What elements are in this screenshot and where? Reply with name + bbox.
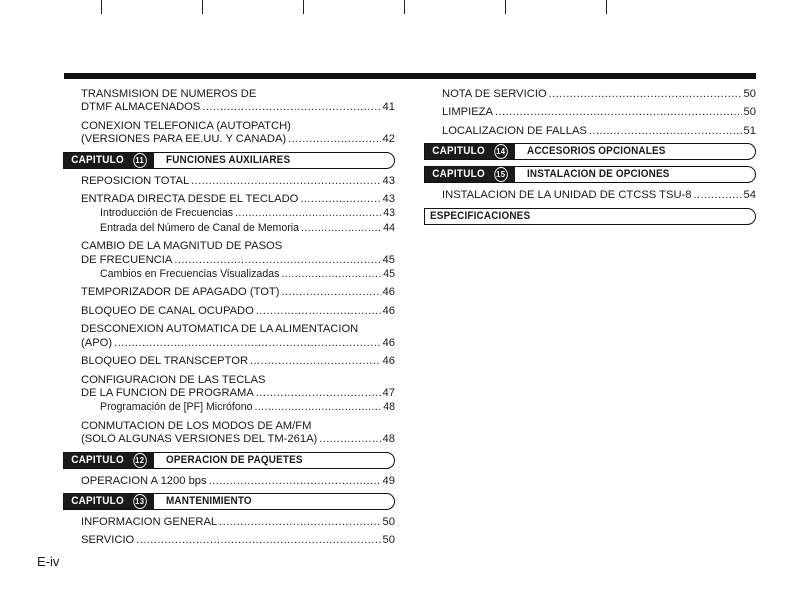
section-header[interactable] bbox=[424, 208, 756, 225]
page-ref: 49 bbox=[382, 474, 395, 487]
page-number: E-iv bbox=[37, 554, 60, 569]
toc-left-column bbox=[63, 88, 395, 553]
chapter-header[interactable] bbox=[63, 152, 395, 169]
page-ref: 47 bbox=[382, 386, 395, 399]
toc-subentry[interactable] bbox=[63, 207, 395, 220]
header-rule bbox=[64, 73, 756, 79]
dot-leader bbox=[549, 88, 742, 101]
entry-title: (VERSIONES PARA EE.UU. Y CANADA) bbox=[81, 133, 287, 146]
page-ref: 48 bbox=[382, 433, 395, 446]
toc-subentry[interactable] bbox=[63, 222, 395, 235]
entry-title: Entrada del Número de Canal de Memoria bbox=[100, 221, 300, 234]
entry-title: REPOSICION TOTAL bbox=[81, 174, 190, 187]
dot-leader bbox=[235, 207, 381, 220]
toc-entry[interactable] bbox=[424, 189, 756, 202]
dot-leader bbox=[288, 133, 380, 146]
entry-title: OPERACION A 1200 bps bbox=[81, 474, 207, 487]
chapter-header[interactable] bbox=[63, 493, 395, 510]
entry-title: INSTALACION DE LA UNIDAD DE CTCSS TSU-8 bbox=[442, 189, 692, 202]
page-ref: 43 bbox=[383, 207, 395, 220]
section-title: ESPECIFICACIONES bbox=[430, 209, 531, 222]
toc-subentry[interactable] bbox=[63, 268, 395, 281]
toc-entry[interactable] bbox=[63, 355, 395, 368]
chapter-label-text: CAPITULO bbox=[71, 453, 124, 466]
dot-leader bbox=[694, 189, 742, 202]
entry-title: DE LA FUNCION DE PROGRAMA bbox=[81, 386, 254, 399]
dot-leader bbox=[256, 305, 381, 318]
entry-title: TEMPORIZADOR DE APAGADO (TOT) bbox=[81, 286, 280, 299]
chapter-header[interactable] bbox=[424, 166, 756, 183]
toc-entry[interactable] bbox=[63, 286, 395, 299]
dot-leader bbox=[282, 286, 381, 299]
entry-title: DESCONEXION AUTOMATICA DE LA ALIMENTACION bbox=[81, 323, 359, 336]
page-ref: 48 bbox=[383, 401, 395, 414]
toc-entry[interactable] bbox=[63, 120, 395, 147]
entry-title: BLOQUEO DEL TRANSCEPTOR bbox=[81, 355, 249, 368]
entry-title: INFORMACION GENERAL bbox=[81, 515, 218, 528]
toc-entry[interactable] bbox=[63, 240, 395, 267]
crop-mark bbox=[202, 0, 203, 14]
entry-title: TRANSMISION DE NUMEROS DE bbox=[81, 88, 257, 100]
chapter-label bbox=[64, 453, 154, 468]
chapter-label bbox=[64, 153, 154, 168]
dot-leader bbox=[136, 534, 380, 547]
page-ref: 45 bbox=[383, 268, 395, 281]
entry-title: ENTRADA DIRECTA DESDE EL TECLADO bbox=[81, 193, 299, 206]
page-ref: 46 bbox=[382, 286, 395, 299]
dot-leader bbox=[202, 101, 380, 114]
chapter-label-text: CAPITULO bbox=[71, 494, 124, 507]
toc-entry[interactable] bbox=[63, 193, 395, 206]
toc-entry[interactable] bbox=[63, 374, 395, 401]
toc-entry[interactable] bbox=[63, 534, 395, 547]
crop-mark bbox=[303, 0, 304, 14]
entry-title: LOCALIZACION DE FALLAS bbox=[442, 124, 587, 137]
entry-title: CAMBIO DE LA MAGNITUD DE PASOS bbox=[81, 240, 283, 253]
page-ref: 43 bbox=[382, 193, 395, 206]
entry-title: DTMF ALMACENADOS bbox=[81, 101, 201, 114]
chapter-number: 14 bbox=[494, 144, 508, 159]
dot-leader bbox=[495, 106, 742, 119]
chapter-label-text: CAPITULO bbox=[432, 145, 485, 158]
entry-title: LIMPIEZA bbox=[442, 106, 493, 119]
dot-leader bbox=[191, 175, 380, 188]
toc-entry[interactable] bbox=[424, 88, 756, 101]
entry-title: SERVICIO bbox=[81, 534, 135, 547]
entry-title: (APO) bbox=[81, 336, 113, 349]
chapter-number: 15 bbox=[494, 167, 508, 182]
page-ref: 50 bbox=[743, 88, 756, 100]
chapter-header[interactable] bbox=[424, 143, 756, 160]
page-ref: 46 bbox=[382, 336, 395, 349]
chapter-title: FUNCIONES AUXILIARES bbox=[166, 153, 291, 166]
page-ref: 42 bbox=[382, 133, 395, 146]
toc-entry[interactable] bbox=[63, 88, 395, 115]
toc-subentry[interactable] bbox=[63, 401, 395, 414]
toc-entry[interactable] bbox=[63, 420, 395, 447]
entry-title: CONMUTACION DE LOS MODOS DE AM/FM bbox=[81, 419, 312, 432]
page-ref: 54 bbox=[743, 189, 756, 202]
chapter-title: OPERACION DE PAQUETES bbox=[166, 453, 303, 466]
page-ref: 50 bbox=[382, 534, 395, 547]
chapter-label bbox=[425, 167, 515, 182]
dot-leader bbox=[319, 433, 380, 446]
page-ref: 44 bbox=[383, 221, 395, 234]
entry-title: BLOQUEO DE CANAL OCUPADO bbox=[81, 304, 254, 317]
page-ref: 43 bbox=[382, 174, 395, 187]
toc-right-column bbox=[424, 88, 756, 231]
page-ref: 41 bbox=[382, 101, 395, 114]
chapter-label bbox=[64, 494, 154, 509]
dot-leader bbox=[300, 193, 380, 206]
toc-entry[interactable] bbox=[424, 106, 756, 119]
dot-leader bbox=[255, 401, 382, 414]
crop-mark bbox=[505, 0, 506, 14]
dot-leader bbox=[209, 475, 381, 488]
entry-title: Introducción de Frecuencias bbox=[100, 207, 234, 220]
toc-entry[interactable] bbox=[63, 305, 395, 318]
entry-title: (SOLO ALGUNAS VERSIONES DEL TM-261A) bbox=[81, 433, 318, 446]
toc-entry[interactable] bbox=[63, 475, 395, 488]
dot-leader bbox=[219, 516, 380, 529]
dot-leader bbox=[114, 337, 380, 350]
toc-entry[interactable] bbox=[63, 323, 395, 350]
dot-leader bbox=[589, 125, 742, 138]
chapter-number: 11 bbox=[133, 153, 147, 168]
page-ref: 46 bbox=[382, 355, 395, 368]
crop-mark bbox=[606, 0, 607, 14]
dot-leader bbox=[250, 355, 381, 368]
page-ref: 51 bbox=[743, 124, 756, 137]
dot-leader bbox=[301, 222, 381, 235]
crop-mark bbox=[101, 0, 102, 14]
chapter-label bbox=[425, 144, 515, 159]
chapter-label-text: CAPITULO bbox=[432, 168, 485, 181]
chapter-title: MANTENIMIENTO bbox=[166, 494, 252, 507]
page-ref: 46 bbox=[382, 304, 395, 317]
dot-leader bbox=[174, 254, 380, 267]
page-ref: 50 bbox=[743, 106, 756, 119]
chapter-number: 13 bbox=[133, 494, 147, 509]
toc-entry[interactable] bbox=[424, 125, 756, 138]
chapter-label-text: CAPITULO bbox=[71, 153, 124, 166]
chapter-title: ACCESORIOS OPCIONALES bbox=[527, 145, 666, 158]
toc-entry[interactable] bbox=[63, 516, 395, 529]
entry-title: Programación de [PF] Micrófono bbox=[100, 401, 253, 414]
entry-title: DE FRECUENCIA bbox=[81, 253, 173, 266]
chapter-header[interactable] bbox=[63, 452, 395, 469]
toc-entry[interactable] bbox=[63, 175, 395, 188]
crop-mark bbox=[404, 0, 405, 14]
chapter-title: INSTALACION DE OPCIONES bbox=[527, 168, 670, 181]
dot-leader bbox=[256, 387, 381, 400]
entry-title: CONEXION TELEFONICA (AUTOPATCH) bbox=[81, 119, 291, 132]
entry-title: Cambios en Frecuencias Visualizadas bbox=[100, 268, 280, 281]
page-ref: 50 bbox=[382, 515, 395, 528]
dot-leader bbox=[281, 268, 381, 281]
chapter-number: 12 bbox=[133, 453, 147, 468]
page-ref: 45 bbox=[382, 253, 395, 266]
entry-title: CONFIGURACION DE LAS TECLAS bbox=[81, 373, 266, 386]
entry-title: NOTA DE SERVICIO bbox=[442, 88, 547, 100]
